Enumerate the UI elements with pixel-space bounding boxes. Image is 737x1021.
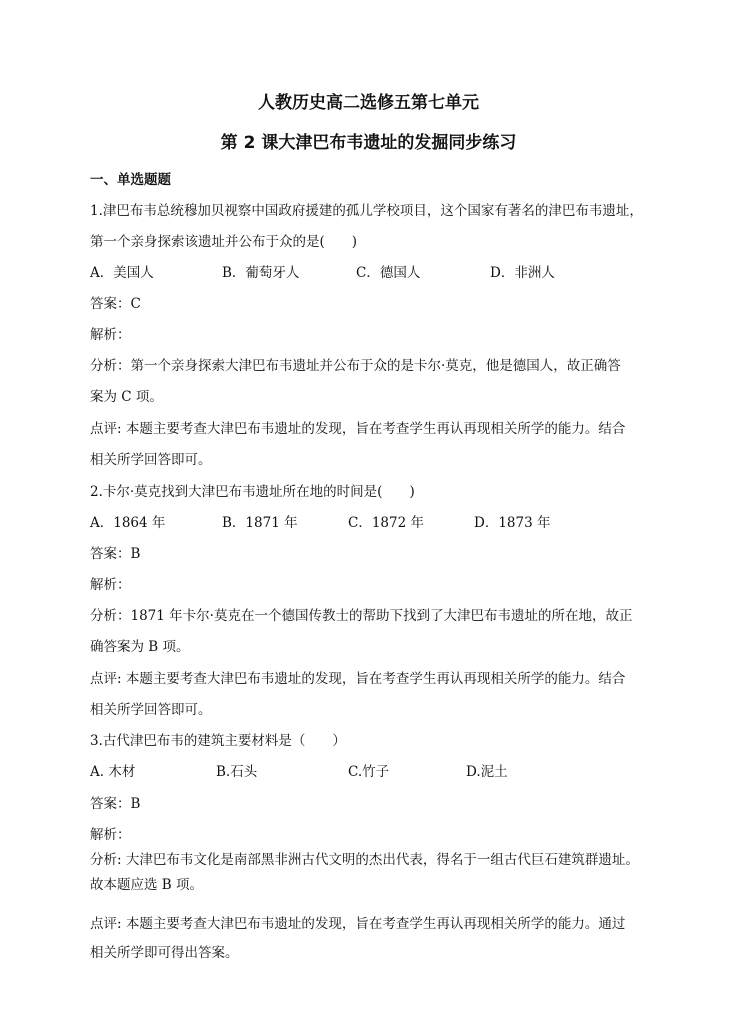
document-title: 人教历史高二选修五第七单元 bbox=[258, 93, 479, 113]
question-3-analysis: 故本题应选 B 项。 bbox=[90, 877, 204, 893]
question-2-analysis: 确答案为 B 项。 bbox=[90, 639, 190, 655]
question-3-option-d: D.泥土 bbox=[466, 764, 508, 780]
question-2-option-a: A．1864 年 bbox=[90, 515, 166, 531]
question-2-answer: 答案：B bbox=[90, 546, 141, 562]
question-2-comment: 点评: 本题主要考查大津巴布韦遗址的发现，旨在考查学生再认再现相关所学的能力。结合 bbox=[90, 671, 626, 687]
question-1-comment: 相关所学回答即可。 bbox=[90, 452, 212, 468]
question-1-option-b: B．葡萄牙人 bbox=[222, 265, 300, 281]
question-1-analysis-label: 解析： bbox=[90, 327, 131, 343]
question-1-stem: 1.津巴布韦总统穆加贝视察中国政府援建的孤儿学校项目，这个国家有著名的津巴布韦遗址， bbox=[90, 203, 643, 219]
question-2-analysis: 分析：1871 年卡尔·莫克在一个德国传教士的帮助下找到了大津巴布韦遗址的所在地，故正 bbox=[90, 608, 633, 624]
question-3-answer: 答案：B bbox=[90, 796, 141, 812]
question-2-option-d: D．1873 年 bbox=[474, 515, 551, 531]
question-1-comment: 点评: 本题主要考查大津巴布韦遗址的发现，旨在考查学生再认再现相关所学的能力。结合 bbox=[90, 421, 626, 437]
question-1-analysis: 分析：第一个亲身探索大津巴布韦遗址并公布于众的是卡尔·莫克，他是德国人，故正确答 bbox=[90, 358, 621, 374]
question-2-comment: 相关所学回答即可。 bbox=[90, 702, 212, 718]
question-2-analysis-label: 解析： bbox=[90, 577, 131, 593]
question-3-analysis: 分析: 大津巴布韦文化是南部黑非洲古代文明的杰出代表，得名于一组古代巨石建筑群遗址。 bbox=[90, 852, 639, 868]
document-subtitle: 第 2 课大津巴布韦遗址的发掘同步练习 bbox=[220, 133, 517, 153]
question-3-option-c: C.竹子 bbox=[348, 764, 390, 780]
question-3-option-b: B.石头 bbox=[216, 764, 258, 780]
question-1-option-c: C．德国人 bbox=[356, 265, 421, 281]
question-2-option-b: B．1871 年 bbox=[222, 515, 298, 531]
question-3-comment: 点评: 本题主要考查大津巴布韦遗址的发现，旨在考查学生再认再现相关所学的能力。通过 bbox=[90, 916, 626, 932]
question-1-stem: 第一个亲身探索该遗址并公布于众的是( ) bbox=[90, 234, 358, 250]
question-3-comment: 相关所学即可得出答案。 bbox=[90, 945, 239, 961]
section-heading: 一、单选题题 bbox=[90, 172, 171, 188]
question-2-option-c: C．1872 年 bbox=[348, 515, 424, 531]
question-3-stem: 3.古代津巴布韦的建筑主要材料是（ ） bbox=[90, 733, 346, 749]
question-1-option-a: A．美国人 bbox=[90, 265, 154, 281]
question-1-option-d: D．非洲人 bbox=[490, 265, 555, 281]
question-3-option-a: A. 木材 bbox=[90, 764, 136, 780]
question-1-answer: 答案：C bbox=[90, 296, 141, 312]
question-2-stem: 2.卡尔·莫克找到大津巴布韦遗址所在地的时间是( ) bbox=[90, 484, 415, 500]
question-3-analysis-label: 解析： bbox=[90, 827, 131, 843]
question-1-analysis: 案为 C 项。 bbox=[90, 389, 163, 405]
